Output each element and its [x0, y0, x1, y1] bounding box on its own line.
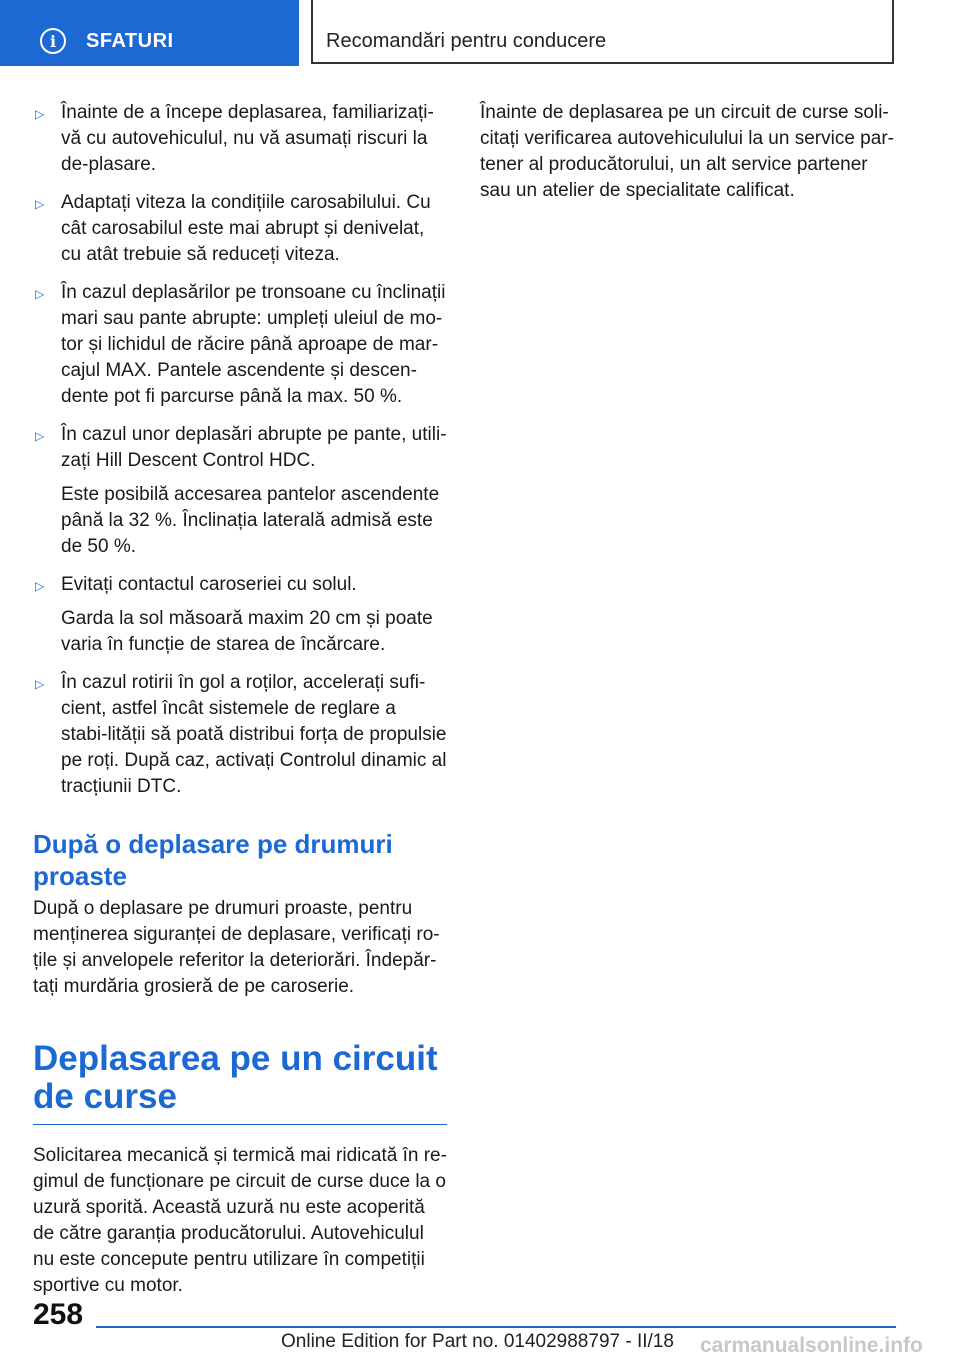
section-tab	[0, 0, 299, 66]
list-item-text: În cazul deplasărilor pe tronsoane cu înclinații mari sau pante abrupte: umpleți uleiul de mo-tor și lichidul de răcire până aproape de mar-cajul MAX. Pantele ascendente și descen-dente pot fi parcurse până la max. 50 %.	[61, 282, 446, 407]
subsection-heading: După o deplasare pe drumuri proaste	[33, 829, 393, 891]
info-icon: i	[40, 28, 66, 54]
footer-divider	[96, 1326, 896, 1328]
triangle-bullet-icon: ▷	[35, 579, 45, 593]
subsection-paragraph: După o deplasare pe drumuri proaste, pentru menținerea siguranței de deplasare, verificați ro-țile și anvelopele referitor la deteriorări. Îndepăr-tați murdăria grosieră de pe caroserie.	[33, 898, 440, 997]
list-item	[33, 100, 447, 178]
page-number: 258	[33, 1298, 84, 1331]
list-item-text: În cazul rotirii în gol a roților, accelerați sufi-cient, astfel încât sistemele de reglare a stabi-lității să poată distribui forța de propulsie pe roți. După caz, activați Controlul dinamic al tracțiunii DTC.	[61, 672, 447, 797]
section-paragraph: Solicitarea mecanică și termică mai ridicată în re-gimul de funcționare pe circuit de curse duce la o uzură sporită. Această uzură nu este acoperită de către garanția producătorului. Autovehiculul nu este concepute pentru utilizare în competiții sportive cu motor.	[33, 1145, 447, 1296]
triangle-bullet-icon: ▷	[35, 677, 45, 691]
left-column	[33, 100, 447, 1299]
section-label: SFATURI	[86, 30, 174, 52]
triangle-bullet-icon: ▷	[35, 287, 45, 301]
list-item-subtext: Garda la sol măsoară maxim 20 cm și poate varia în funcție de starea de încărcare.	[61, 608, 433, 655]
section-heading: Deplasarea pe un circuit de curse	[33, 1040, 447, 1125]
list-item	[33, 422, 447, 560]
edition-text: Online Edition for Part no. 01402988797 - II/18	[281, 1331, 674, 1352]
list-item	[33, 190, 447, 268]
list-item-subtext: Este posibilă accesarea pantelor ascendente până la 32 %. Înclinația laterală admisă este de 50 %.	[61, 484, 440, 557]
list-item-text: În cazul unor deplasări abrupte pe pante, utili-zați Hill Descent Control HDC.	[61, 424, 447, 471]
triangle-bullet-icon: ▷	[35, 429, 45, 443]
triangle-bullet-icon: ▷	[35, 197, 45, 211]
chapter-title: Recomandări pentru conducere	[326, 30, 607, 52]
list-item-text: Înainte de a începe deplasarea, familiarizați-vă cu autovehiculul, nu vă asumați riscuri la de-plasare.	[61, 102, 434, 175]
list-item	[33, 280, 447, 410]
list-item-text: Adaptați viteza la condițiile carosabilului. Cu cât carosabilul este mai abrupt și denivelat, cu atât trebuie să reduceți viteza.	[61, 192, 431, 265]
list-item	[33, 572, 447, 658]
list-item-text: Evitați contactul caroseriei cu solul.	[61, 574, 357, 595]
right-column	[480, 100, 900, 204]
right-paragraph: Înainte de deplasarea pe un circuit de curse soli-citați verificarea autovehiculului la un service par-tener al producătorului, un alt service partener sau un atelier de specialitate calificat.	[480, 102, 894, 201]
triangle-bullet-icon: ▷	[35, 107, 45, 121]
list-item	[33, 670, 447, 800]
watermark: carmanualsonline.info	[700, 1334, 923, 1357]
